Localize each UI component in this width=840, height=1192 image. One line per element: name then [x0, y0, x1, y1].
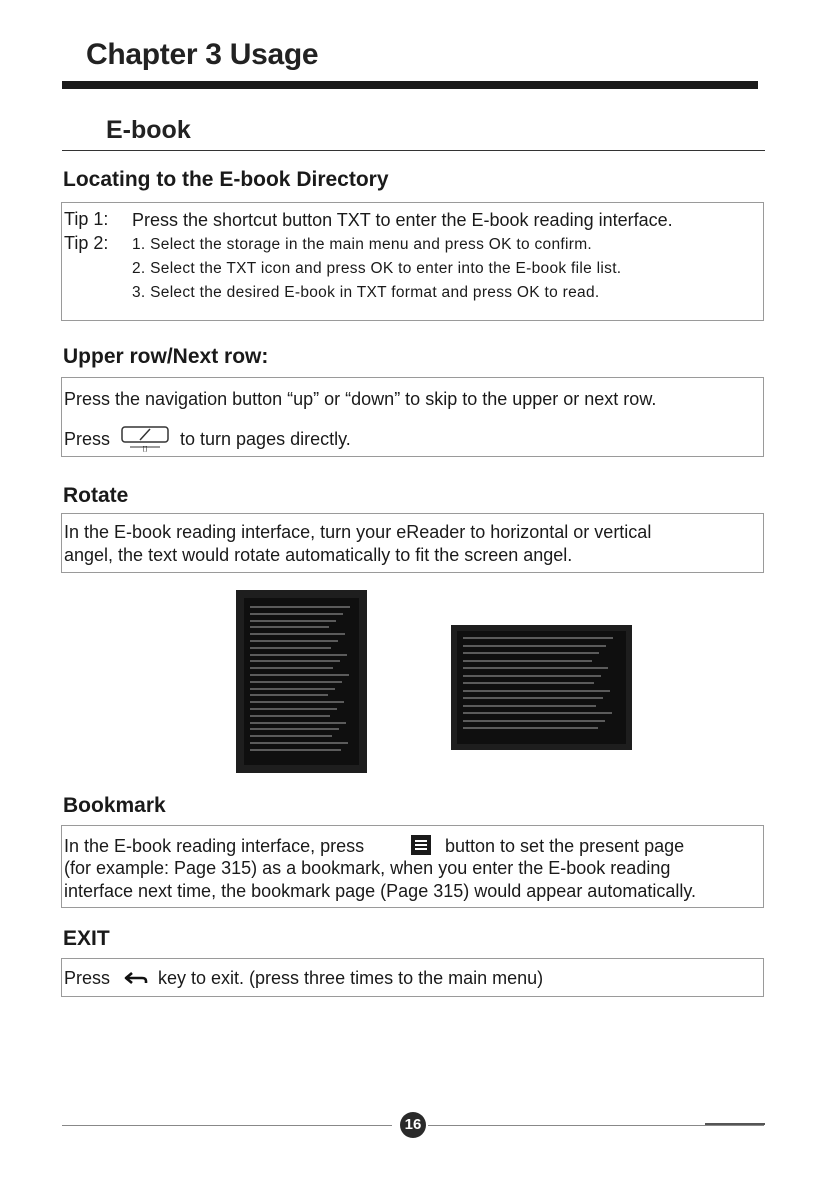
ereader-text-line	[250, 742, 348, 744]
ereader-text-line	[250, 674, 349, 676]
ereader-text-line	[463, 727, 598, 729]
ereader-text-line	[250, 688, 335, 690]
ereader-text-line	[463, 675, 601, 677]
ereader-text-line	[463, 690, 610, 692]
rotate-heading: Rotate	[63, 484, 129, 507]
ereader-text-line	[463, 652, 599, 654]
chapter-divider	[62, 81, 758, 89]
ereader-text-line	[250, 715, 330, 717]
bookmark-text-prefix: In the E-book reading interface, press	[64, 836, 365, 856]
ereader-text-line	[250, 735, 332, 737]
bookmark-heading: Bookmark	[63, 794, 166, 817]
ereader-text-line	[250, 613, 343, 615]
rotate-box	[61, 513, 764, 573]
bookmark-text-suffix: button to set the present page	[445, 836, 685, 856]
tip2-step-1: 1. Select the storage in the main menu and press OK to confirm.	[132, 236, 593, 253]
ereader-text-line	[463, 637, 613, 639]
page-turn-key-icon	[120, 425, 170, 453]
ereader-text-line	[250, 654, 347, 656]
tip2-step-2: 2. Select the TXT icon and press OK to enter into the E-book file list.	[132, 260, 622, 277]
ereader-text-line	[250, 626, 329, 628]
ereader-text-line	[250, 708, 337, 710]
svg-text:[]: []	[142, 446, 148, 453]
ereader-text-line	[463, 697, 603, 699]
rotate-text-line-2: angel, the text would rotate automatically to fit the screen angel.	[64, 545, 573, 565]
ereader-text-line	[250, 640, 338, 642]
ereader-horizontal-screen	[457, 631, 626, 744]
ereader-text-line	[250, 667, 333, 669]
section-divider	[62, 150, 765, 151]
exit-heading: EXIT	[63, 927, 110, 950]
footer-rule-right	[428, 1125, 764, 1126]
footer-rule-accent	[705, 1123, 765, 1125]
ereader-text-line	[250, 620, 336, 622]
exit-text-suffix: key to exit. (press three times to the main menu)	[158, 968, 544, 988]
ereader-text-line	[463, 705, 596, 707]
tip1-text: Press the shortcut button TXT to enter the E-book reading interface.	[132, 210, 673, 230]
bookmark-key-icon	[410, 834, 432, 856]
ereader-text-line	[463, 682, 594, 684]
ereader-text-line	[463, 660, 592, 662]
ereader-vertical-screen	[244, 598, 359, 765]
tip2-label: Tip 2:	[64, 233, 109, 253]
tip2-step-3: 3. Select the desired E-book in TXT format and press OK to read.	[132, 284, 600, 301]
bookmark-text-line-2: (for example: Page 315) as a bookmark, when you enter the E-book reading	[64, 858, 671, 878]
upper-row-text: Press the navigation button “up” or “down” to skip to the upper or next row.	[64, 389, 657, 409]
ereader-text-line	[250, 701, 344, 703]
ereader-text-line	[250, 633, 345, 635]
ereader-text-line	[250, 728, 339, 730]
locating-box	[61, 202, 764, 321]
locating-heading: Locating to the E-book Directory	[63, 168, 389, 191]
ereader-text-line	[250, 606, 350, 608]
bookmark-box	[61, 825, 764, 908]
ereader-text-line	[250, 694, 328, 696]
return-arrow-icon	[124, 970, 150, 986]
ereader-text-line	[463, 645, 606, 647]
page-number: 16	[400, 1112, 426, 1138]
ereader-horizontal-image	[451, 625, 632, 750]
ereader-text-line	[250, 722, 346, 724]
ereader-text-line	[463, 712, 612, 714]
bookmark-text-line-3: interface next time, the bookmark page (Page 315) would appear automatically.	[64, 881, 697, 901]
rotate-text-line-1: In the E-book reading interface, turn your eReader to horizontal or vertical	[64, 522, 652, 542]
chapter-title: Chapter 3 Usage	[86, 38, 319, 71]
ereader-text-line	[250, 660, 340, 662]
ereader-text-line	[250, 647, 331, 649]
upper-row-press-label: Press	[64, 429, 111, 449]
ereader-vertical-image	[236, 590, 367, 773]
exit-press-label: Press	[64, 968, 111, 988]
ereader-text-line	[463, 720, 605, 722]
exit-box	[61, 958, 764, 997]
section-title: E-book	[106, 116, 191, 144]
ereader-text-line	[250, 749, 341, 751]
upper-row-heading: Upper row/Next row:	[63, 345, 269, 368]
upper-row-press-suffix: to turn pages directly.	[180, 429, 351, 449]
footer-rule-left	[62, 1125, 392, 1126]
ereader-text-line	[463, 667, 608, 669]
tip1-label: Tip 1:	[64, 209, 109, 229]
upper-row-box	[61, 377, 764, 457]
ereader-text-line	[250, 681, 342, 683]
